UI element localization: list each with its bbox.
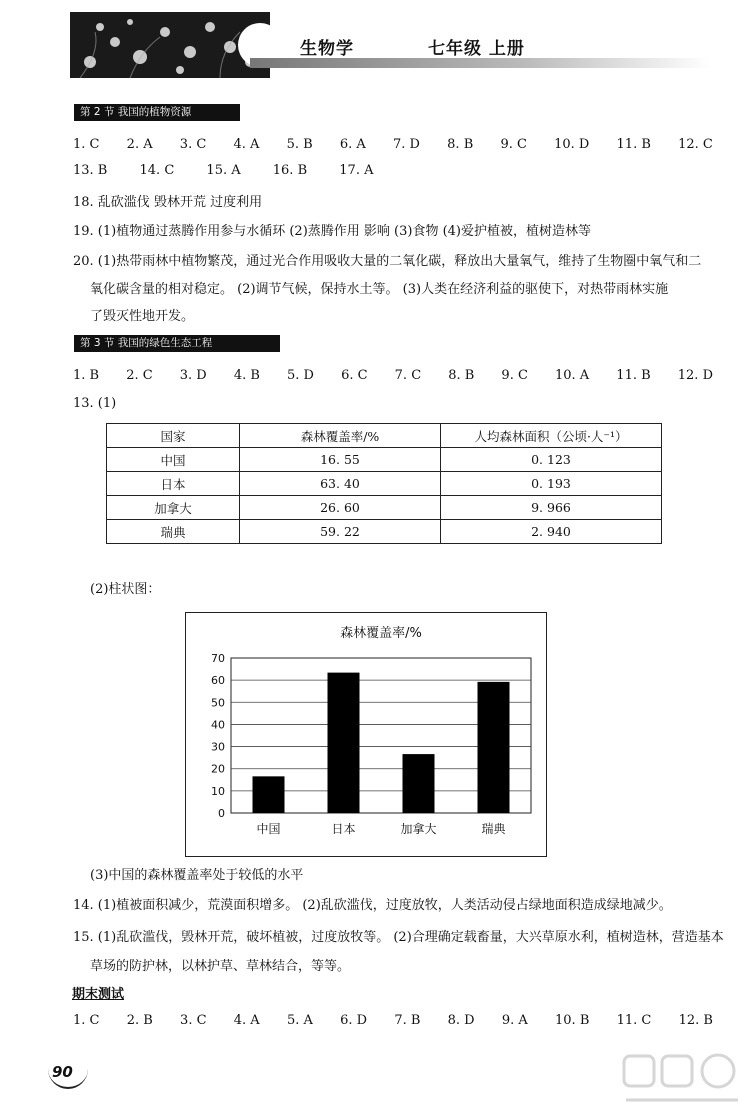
bar [328, 673, 360, 813]
answer-item: 4. B [233, 368, 260, 383]
answer-item: 4. A [233, 137, 260, 152]
answer-item: 10. B [555, 1013, 590, 1028]
bar [403, 754, 435, 813]
answer-q18: 18. 乱砍滥伐 毁林开荒 过度利用 [73, 195, 263, 210]
answer-q15-line-1: 15. (1)乱砍滥伐，毁林开荒，破坏植被，过度放牧等。 (2)合理确定载畜量，大兴草原水利，植树造林，营造基本 [73, 930, 724, 945]
answer-item: 3. D [179, 368, 207, 383]
answer-item: 7. B [394, 1013, 421, 1028]
table-cell: 26. 60 [240, 496, 441, 520]
table-row [107, 472, 662, 496]
answer-item: 7. D [393, 137, 420, 152]
answer-item: 2. C [126, 368, 153, 383]
section-2-title: 第 2 节 我国的植物资源 [74, 104, 240, 121]
answer-q20-line-1: 20. (1)热带雨林中植物繁茂，通过光合作用吸收大量的二氧化碳，释放出大量氧气，维持了生物圈中氧气和二 [73, 254, 702, 269]
answer-item: 7. C [394, 368, 422, 383]
watermark-logo [620, 1050, 745, 1112]
final-test-title: 期末测试 [72, 987, 125, 1002]
answer-item: 6. D [340, 1013, 368, 1028]
answer-item: 13. B [73, 163, 108, 178]
answer-item: 11. B [616, 137, 651, 152]
answer-item: 2. B [126, 1013, 153, 1028]
final-test-answers-row-1 [73, 1013, 713, 1028]
y-tick-label: 0 [218, 807, 225, 820]
answer-item: 1. B [73, 368, 100, 383]
forest-coverage-table [106, 423, 662, 544]
answer-item: 11. C [616, 1013, 652, 1028]
answer-item: 8. B [447, 137, 474, 152]
answer-item: 14. C [139, 163, 175, 178]
answer-item: 9. C [500, 137, 527, 152]
y-tick-label: 10 [211, 784, 225, 798]
x-tick-label: 中国 [256, 822, 281, 836]
table-cell: 9. 966 [441, 496, 662, 520]
answer-q13-label: 13. (1) [73, 396, 117, 411]
table-cell: 59. 22 [240, 520, 441, 544]
header-photo [70, 12, 270, 78]
answer-q19: 19. (1)植物通过蒸腾作用参与水循环 (2)蒸腾作用 影响 (3)食物 (4)爱护植被，植树造林等 [73, 224, 591, 239]
table-cell: 0. 123 [441, 448, 662, 472]
answer-item: 9. A [501, 1013, 528, 1028]
table-row [107, 448, 662, 472]
section-2-answers-row-2 [73, 163, 373, 178]
answer-item: 17. A [339, 163, 374, 178]
subject-title: 生物学 [300, 39, 354, 59]
table-header-row [107, 424, 662, 448]
x-tick-label: 瑞典 [481, 822, 506, 836]
y-tick-label: 70 [211, 652, 225, 665]
answer-q14: 14. (1)植被面积减少，荒漠面积增多。 (2)乱砍滥伐，过度放牧，人类活动侵占绿地面积造成绿地减少。 [73, 898, 672, 913]
section-2-answers-row-1 [73, 137, 713, 152]
table-cell: 0. 193 [441, 472, 662, 496]
table-cell: 16. 55 [240, 448, 441, 472]
table-row [107, 520, 662, 544]
answer-item: 2. A [126, 137, 153, 152]
y-tick-label: 30 [211, 740, 225, 754]
section-3-answers-row-1 [73, 368, 713, 383]
answer-item: 6. C [341, 368, 368, 383]
answer-item: 5. A [286, 1013, 313, 1028]
grade-title: 七年级 上册 [428, 39, 525, 59]
table-header-cell: 人均森林面积（公顷·人⁻¹） [441, 424, 662, 448]
answer-item: 1. C [73, 137, 100, 152]
page-number: 90 [52, 1063, 73, 1081]
y-tick-label: 40 [211, 718, 225, 732]
answer-item: 11. B [616, 368, 651, 383]
table-cell: 日本 [107, 472, 240, 496]
bar [478, 682, 510, 813]
answer-item: 12. D [677, 368, 713, 383]
y-tick-label: 60 [211, 674, 225, 688]
answer-item: 12. B [678, 1013, 713, 1028]
x-tick-label: 日本 [331, 822, 356, 836]
table-cell: 2. 940 [441, 520, 662, 544]
answer-item: 10. A [555, 368, 590, 383]
table-cell: 63. 40 [240, 472, 441, 496]
header-band [250, 58, 710, 68]
answer-item: 12. C [678, 137, 713, 152]
answer-item: 5. D [287, 368, 314, 383]
y-tick-label: 50 [211, 696, 225, 710]
table-row [107, 496, 662, 520]
table-cell: 瑞典 [107, 520, 240, 544]
y-tick-label: 20 [211, 762, 225, 776]
table-header-cell: 森林覆盖率/% [240, 424, 441, 448]
answer-item: 3. C [179, 137, 207, 152]
answer-item: 10. D [554, 137, 590, 152]
answer-q15-line-2: 草场的防护林，以林护草、草林结合，等等。 [90, 959, 351, 974]
answer-item: 15. A [206, 163, 241, 178]
answer-item: 3. C [180, 1013, 207, 1028]
answer-item: 4. A [233, 1013, 260, 1028]
answer-item: 9. C [501, 368, 528, 383]
answer-q20-line-2: 氧化碳含量的相对稳定。 (2)调节气候，保持水土等。 (3)人类在经济利益的驱使下，对热带雨林实施 [90, 282, 669, 297]
table-cell: 中国 [107, 448, 240, 472]
answer-item: 8. D [447, 1013, 475, 1028]
bar [253, 776, 285, 813]
answer-item: 1. C [73, 1013, 100, 1028]
answer-item: 6. A [339, 137, 366, 152]
chart-title: 森林覆盖率/% [340, 626, 422, 641]
answer-q20-line-3: 了毁灭性地开发。 [90, 309, 195, 324]
table-cell: 加拿大 [107, 496, 240, 520]
section-3-title: 第 3 节 我国的绿色生态工程 [74, 335, 280, 352]
answer-q13-part-3: (3)中国的森林覆盖率处于较低的水平 [90, 868, 304, 883]
answer-item: 5. B [286, 137, 313, 152]
answer-q13-part-2: (2)柱状图： [90, 582, 161, 597]
table-header-cell: 国家 [107, 424, 240, 448]
bar-chart-frame [185, 612, 547, 857]
bar-chart [186, 613, 546, 856]
answer-item: 16. B [272, 163, 308, 178]
x-tick-label: 加拿大 [400, 822, 437, 836]
answer-item: 8. B [448, 368, 475, 383]
